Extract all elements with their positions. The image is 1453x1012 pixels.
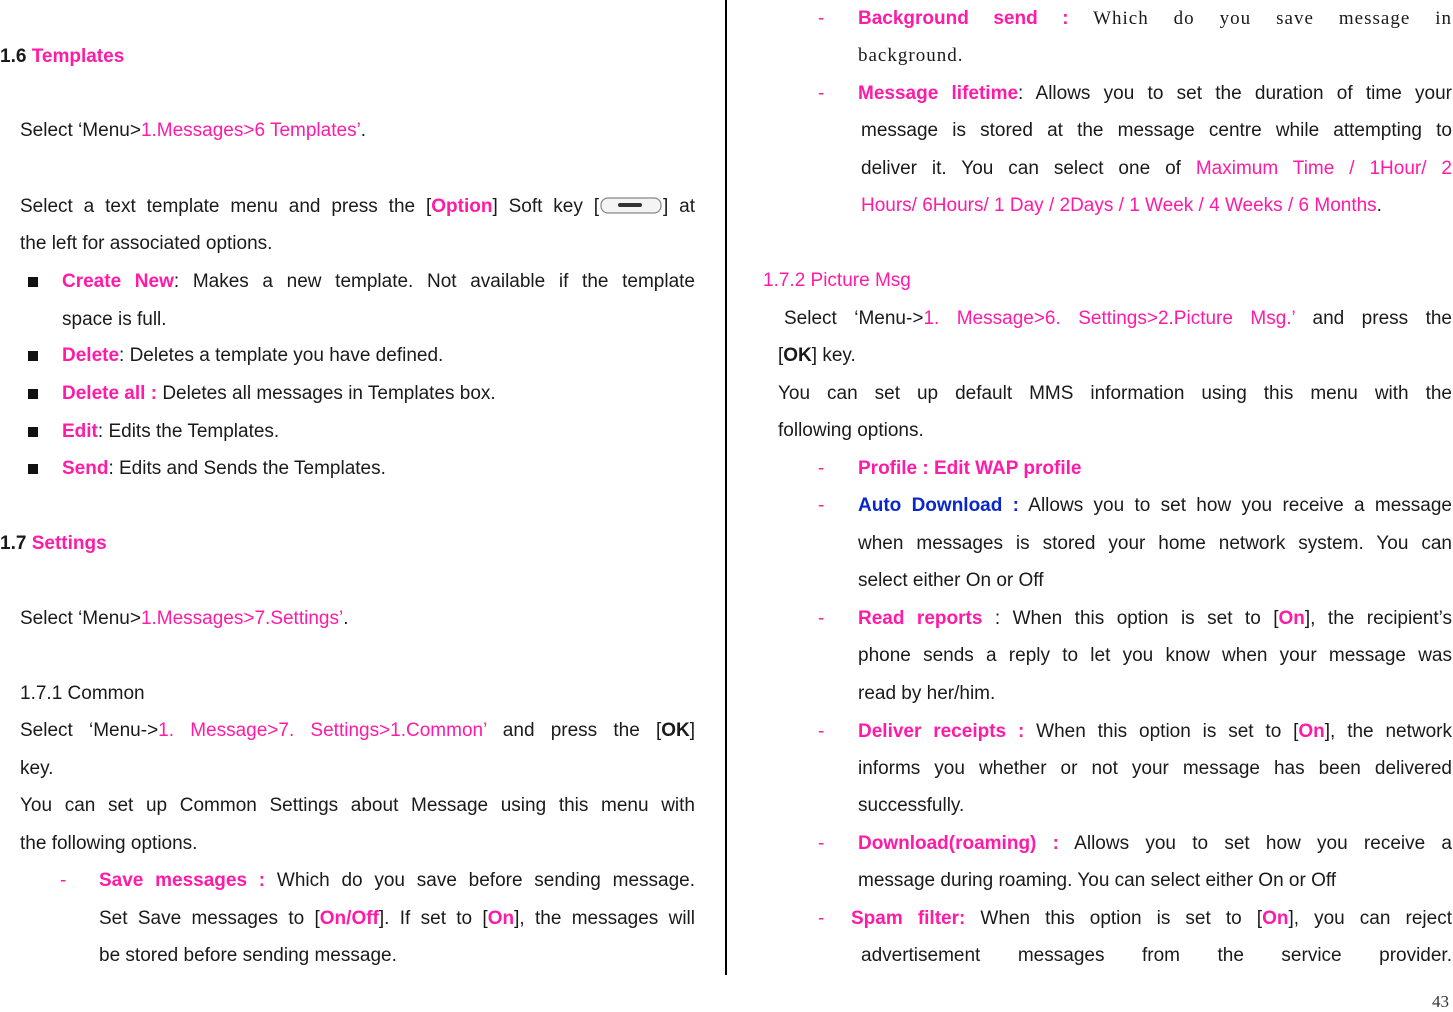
deliver-receipts-desc: informs you whether or not your message has been delivered (858, 758, 1452, 779)
bullet-icon (28, 351, 38, 361)
dash-marker: - (818, 8, 825, 29)
templates-instruction-line: Select a text template menu and press the [Option] Soft key [ ] at (20, 196, 695, 217)
spam-filter-desc: advertisement messages from the service provider. (861, 945, 1452, 966)
section-heading-settings: 1.7 Settings (0, 533, 107, 554)
edit-item: Edit: Edits the Templates. (62, 421, 280, 442)
dash-marker: - (818, 833, 825, 854)
deliver-receipts-desc2: successfully. (858, 795, 965, 816)
read-reports-desc2: read by her/him. (858, 683, 996, 704)
profile-item: Profile : Edit WAP profile (858, 458, 1082, 479)
dash-marker: - (818, 721, 825, 742)
send-item: Send: Edits and Sends the Templates. (62, 458, 386, 479)
templates-menu-path: Select ‘Menu>1.Messages>6 Templates’. (20, 120, 367, 141)
left-softkey-icon (600, 197, 662, 214)
dash-marker: - (818, 608, 825, 629)
download-roaming-desc: message during roaming. You can select either On or Off (858, 870, 1337, 891)
picture-msg-heading: 1.7.2 Picture Msg (763, 270, 911, 291)
save-messages-item: Save messages : Which do you save before sending message. (99, 870, 695, 891)
delete-all-item: Delete all : Deletes all messages in Templates box. (62, 383, 496, 404)
picture-msg-intro2: following options. (778, 420, 924, 441)
create-new-desc: space is full. (62, 309, 167, 330)
section-heading-templates: 1.6 Templates (0, 46, 125, 67)
save-messages-desc2: be stored before sending message. (99, 945, 397, 966)
background-send-item: Background send : Which do you save message in (858, 8, 1453, 29)
templates-instruction-line2: the left for associated options. (20, 233, 273, 254)
dash-marker: - (818, 908, 825, 929)
dash-marker: - (818, 83, 825, 104)
auto-download-item: Auto Download : Allows you to set how you receive a message (858, 495, 1453, 516)
common-intro-line2: the following options. (20, 833, 198, 854)
bullet-icon (28, 389, 38, 399)
picture-msg-key-line: [OK] key. (778, 345, 856, 366)
download-roaming-item: Download(roaming) : Allows you to set how you receive a (858, 833, 1453, 854)
common-menu-path: Select ‘Menu->1. Message>7. Settings>1.Common’ and press the [OK] (20, 720, 695, 741)
deliver-receipts-item: Deliver receipts : When this option is set to [On], the network (858, 721, 1452, 742)
common-intro-line: You can set up Common Settings about Message using this menu with (20, 795, 695, 816)
message-lifetime-item: Message lifetime: Allows you to set the duration of time your (858, 83, 1452, 104)
message-lifetime-desc: message is stored at the message centre while attempting to (861, 120, 1452, 141)
message-lifetime-desc2: deliver it. You can select one of Maximum Time / 1Hour/ 2 (861, 158, 1452, 179)
auto-download-desc: when messages is stored your home network system. You can (858, 533, 1452, 554)
message-lifetime-options: Hours/ 6Hours/ 1 Day / 2Days / 1 Week / 4 Weeks / 6 Months. (861, 195, 1382, 216)
read-reports-item: Read reports : When this option is set to [On], the recipient’s (858, 608, 1452, 629)
picture-msg-intro: You can set up default MMS information using this menu with the (778, 383, 1452, 404)
common-key-line: key. (20, 758, 54, 779)
bullet-icon (28, 427, 38, 437)
background-send-desc: background. (858, 45, 964, 66)
delete-item: Delete: Deletes a template you have defined. (62, 345, 444, 366)
bullet-icon (28, 277, 38, 287)
save-messages-desc: Set Save messages to [On/Off]. If set to [On], the messages will (99, 908, 695, 929)
page-number: 43 (1432, 992, 1449, 1011)
dash-marker: - (818, 458, 825, 479)
common-heading: 1.7.1 Common (20, 683, 145, 704)
dash-marker: - (818, 495, 825, 516)
column-divider (725, 0, 727, 975)
create-new-item: Create New: Makes a new template. Not available if the template (62, 271, 695, 292)
picture-msg-menu-path: Select ‘Menu->1. Message>6. Settings>2.Picture Msg.’ and press the (784, 308, 1452, 329)
settings-menu-path: Select ‘Menu>1.Messages>7.Settings’. (20, 608, 349, 629)
auto-download-desc2: select either On or Off (858, 570, 1044, 591)
spam-filter-item: Spam filter: When this option is set to [On], you can reject (851, 908, 1452, 929)
read-reports-desc: phone sends a reply to let you know when your message was (858, 645, 1452, 666)
dash-marker: - (60, 870, 67, 891)
bullet-icon (28, 464, 38, 474)
